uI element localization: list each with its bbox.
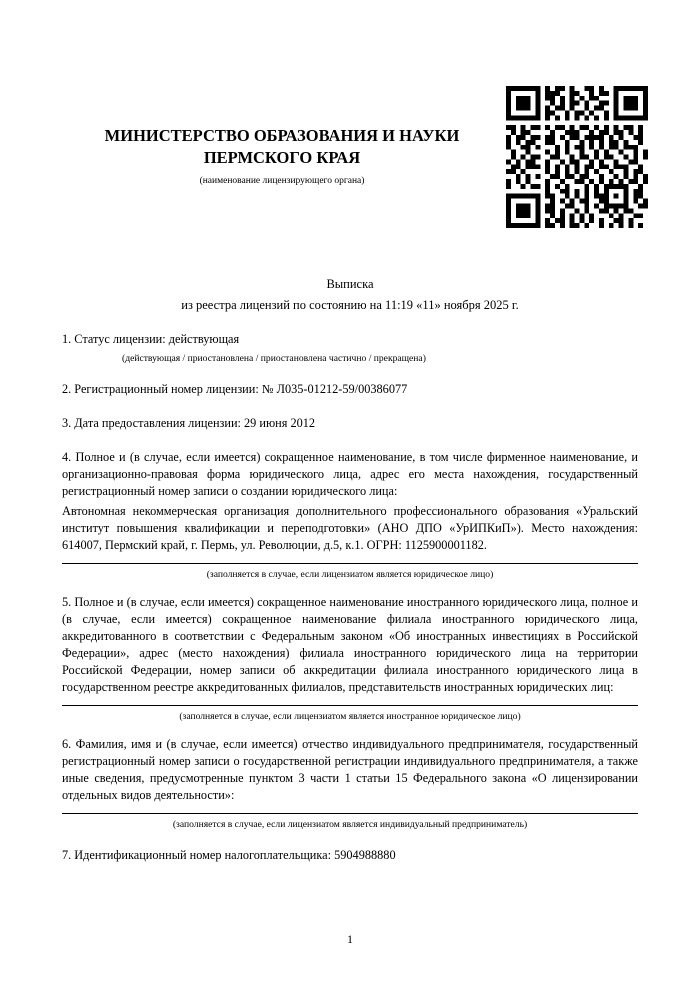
item-legal-entity-value: Автономная некоммерческая организация дополнительного профессионального образования «Уральский институт повышения квалификации и переподготовки» (АНО ДПО «УрИПКиП»). Место нахождения: 614007, Пермский край, г. Пермь, ул. Революции, д.5, к.1. ОГРН: 1125900001182. [62,504,638,553]
divider [62,813,638,814]
page-number: 1 [347,932,353,946]
document-title: Выписка [326,276,374,291]
divider [62,563,638,564]
item-individual-entrepreneur-note: (заполняется в случае, если лицензиатом является индивидуальный предприниматель) [172,818,528,830]
qr-code-icon [506,86,648,228]
divider [62,705,638,706]
document-subtitle: из реестра лицензий по состоянию на 11:19 «11» ноября 2025 г. [181,297,519,312]
item-inn: 7. Идентификационный номер налогоплательщика: 5904988880 [62,847,396,862]
page-title: МИНИСТЕРСТВО ОБРАЗОВАНИЯ И НАУКИ ПЕРМСКОГО КРАЯ [104,126,460,168]
item-foreign-entity-note: (заполняется в случае, если лицензиатом является иностранное юридическое лицо) [179,710,521,722]
item-foreign-entity: 5. Полное и (в случае, если имеется) сокращенное наименование иностранного юридического лица, полное и (в случае, если имеется) сокращенное наименование филиала иностранного юридического лица, аккредитованного в соответствии с Федеральным законом «Об иностранных инвестициях в Российской Федерации», адрес (место нахождения) филиала иностранного юридического лица на территории Российской Федерации, номер записи об аккредитации филиала иностранного юридического лица в государственном реестре аккредитованных филиалов, представительств иностранных юридических лиц: [62,595,638,694]
item-date: 3. Дата предоставления лицензии: 29 июня 2012 [62,416,316,431]
item-status-note: (действующая / приостановлена / приостановлена частично / прекращена) [122,353,426,365]
item-status: 1. Статус лицензии: действующая [62,332,240,347]
item-individual-entrepreneur: 6. Фамилия, имя и (в случае, если имеется) отчество индивидуального предпринимателя, государственный регистрационный номер записи о государственной регистрации индивидуального предпринимателя, а также иные сведения, предусмотренные пунктом 3 части 1 статьи 15 Федерального закона «О лицензировании отдельных видов деятельности»: [62,736,638,802]
organization-note: (наименование лицензирующего органа) [199,175,365,186]
item-legal-entity: 4. Полное и (в случае, если имеется) сокращенное наименование, в том числе фирменное наименование, и организационно-правовая форма юридического лица, адрес его места нахождения, государственный регистрационный номер записи о создании юридического лица: [62,450,638,499]
item-reg-number: 2. Регистрационный номер лицензии: № Л035-01212-59/00386077 [62,382,408,397]
item-legal-entity-note: (заполняется в случае, если лицензиатом является юридическое лицо) [206,569,494,581]
